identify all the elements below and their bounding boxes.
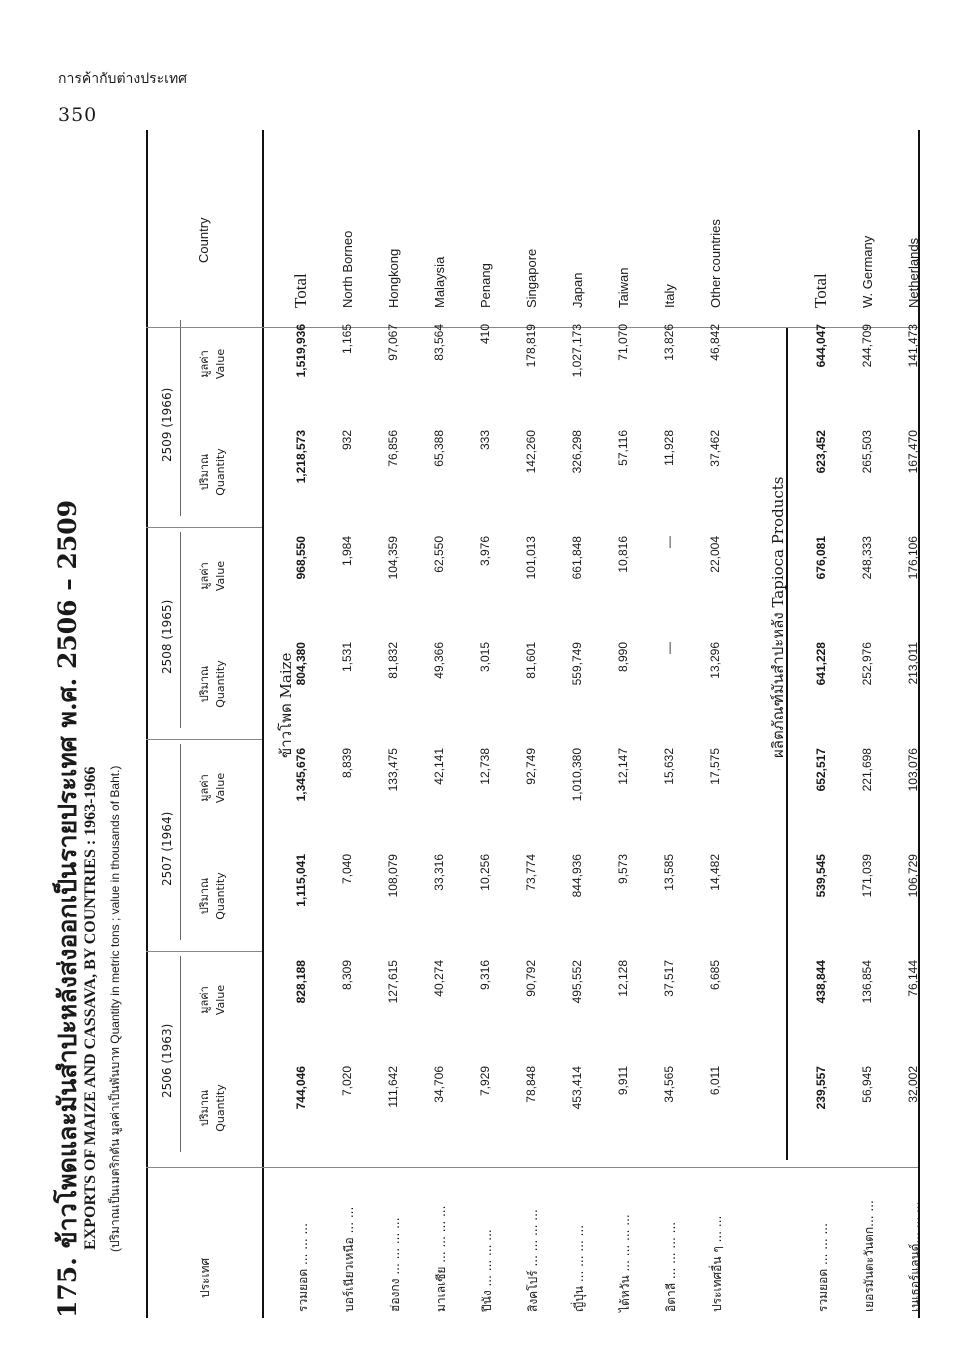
value-header-en: Value (214, 560, 227, 592)
row-country: Total (811, 273, 830, 308)
table-cell: 90,792 (524, 960, 538, 997)
table-cell: 142,260 (524, 430, 538, 474)
row-label-thai: สิงคโปร์ ... ... ... ... (526, 1209, 540, 1312)
year-header: 2507 (1964) (160, 811, 174, 886)
table-cell: 410 (478, 324, 492, 345)
table-cell: 1,010,380 (570, 748, 584, 802)
table-cell: 178,819 (524, 324, 538, 368)
table-rule (786, 328, 788, 1160)
row-country: Penang (478, 263, 493, 308)
row-country: Netherlands (906, 237, 921, 308)
row-label-thai: อิตาลี ... ... ... ... (664, 1221, 678, 1312)
table-cell: 623,452 (814, 430, 828, 474)
table-cell: 744,046 (294, 1066, 308, 1110)
table-cell: 244,709 (860, 324, 874, 368)
table-subtitle: (ปริมาณเป็นเมตริกตัน มูลค่าเป็นพันบาท Quantity in metric tons ; value in thousands of Baht.) (108, 765, 122, 1252)
row-country: Other countries (708, 219, 723, 308)
table-titles (40, 130, 140, 1318)
table-cell: 167,470 (906, 430, 920, 474)
table-cell: 33,316 (432, 854, 446, 891)
table-cell: 46,842 (708, 324, 722, 361)
exports-table (146, 130, 920, 1318)
table-cell: 12,738 (478, 748, 492, 785)
row-label-thai: ปีนัง ... ... ... ... (480, 1229, 494, 1312)
year-header: 2508 (1965) (160, 599, 174, 674)
table-cell: 15,632 (662, 748, 676, 785)
table-cell: 81,832 (386, 642, 400, 679)
value-header-thai: มูลค่า (198, 350, 211, 378)
table-cell: 81,601 (524, 642, 538, 679)
table-cell: 1,027,173 (570, 324, 584, 378)
table-cell: 1,165 (340, 324, 354, 355)
value-header-en: Value (214, 348, 227, 380)
table-cell: 676,081 (814, 536, 828, 580)
table-cell: 7,929 (478, 1066, 492, 1097)
table-cell: 539,545 (814, 854, 828, 898)
table-cell: 13,585 (662, 854, 676, 891)
table-cell: 8,309 (340, 960, 354, 991)
quantity-header-en: Quantity (214, 872, 227, 920)
table-cell: 12,128 (616, 960, 630, 997)
table-cell: 32,002 (906, 1066, 920, 1103)
row-country: Taiwan (616, 267, 631, 308)
value-header-en: Value (214, 772, 227, 804)
table-cell: 7,020 (340, 1066, 354, 1097)
row-label-thai: ญี่ปุ่น ... ... ... ... (572, 1224, 586, 1312)
table-cell: 92,749 (524, 748, 538, 785)
value-header-thai: มูลค่า (198, 774, 211, 802)
table-cell: 804,380 (294, 642, 308, 686)
table-rule (180, 320, 181, 516)
column-header-country: Country (196, 217, 211, 263)
row-label-thai: รวมยอด ... ... ... (296, 1223, 310, 1312)
table-cell: 495,552 (570, 960, 584, 1004)
table-cell: 239,557 (814, 1066, 828, 1110)
table-cell: 42,141 (432, 748, 446, 785)
table-cell: 136,854 (860, 960, 874, 1004)
table-cell: 453,414 (570, 1066, 584, 1110)
row-country: W. Germany (860, 235, 875, 308)
table-cell: 1,218,573 (294, 430, 308, 484)
table-cell: 652,517 (814, 748, 828, 792)
column-header-thai: ประเทศ (198, 1257, 212, 1298)
table-cell: 252,976 (860, 642, 874, 686)
table-rule (146, 130, 148, 1318)
page-category: การค้ากับต่างประเทศ (58, 71, 188, 87)
table-cell: 62,550 (432, 536, 446, 573)
table-cell: 248,333 (860, 536, 874, 580)
row-label-thai: รวมยอด ... ... ... (816, 1223, 830, 1312)
table-cell: 37,517 (662, 960, 676, 997)
table-cell: 78,848 (524, 1066, 538, 1103)
table-cell: 438,844 (814, 960, 828, 1004)
table-cell: 7,040 (340, 854, 354, 885)
row-label-thai: ประเทศอื่น ๆ ... ... (710, 1215, 724, 1312)
table-cell: 11,928 (662, 430, 676, 466)
table-cell: 13,296 (708, 642, 722, 679)
row-label-thai: มาเลเซีย ... ... ... ... (434, 1205, 448, 1312)
page-number: 350 (58, 104, 98, 126)
column-rule (146, 739, 262, 740)
table-rule (262, 130, 264, 1318)
rotated-table-page (40, 130, 920, 1318)
table-cell: 1,519,936 (294, 324, 308, 378)
table-cell: 22,004 (708, 536, 722, 573)
table-cell: 9,911 (616, 1066, 630, 1096)
table-cell: 176,106 (906, 536, 920, 580)
table-cell: 828,188 (294, 960, 308, 1004)
table-cell: 133,475 (386, 748, 400, 792)
quantity-header-thai: ปริมาณ (198, 665, 211, 703)
year-header: 2506 (1963) (160, 1023, 174, 1098)
table-cell: 8,990 (616, 642, 630, 673)
table-cell: 104,359 (386, 536, 400, 580)
table-cell: 8,839 (340, 748, 354, 779)
row-label-thai: บอร์เนียวเหนือ ... ... (342, 1206, 356, 1312)
value-header-en: Value (214, 984, 227, 1016)
table-cell: 641,228 (814, 642, 828, 686)
row-country: North Borneo (340, 230, 355, 308)
table-cell: 661,848 (570, 536, 584, 580)
section-title: ผลิตภัณฑ์มันสำปะหลัง Tapioca Products (769, 476, 787, 758)
table-cell: 13,826 (662, 324, 676, 361)
table-cell: 10,816 (616, 536, 630, 573)
table-cell: 3,976 (478, 536, 492, 567)
value-header-thai: มูลค่า (198, 562, 211, 590)
quantity-header-thai: ปริมาณ (198, 1089, 211, 1127)
table-cell: 14,482 (708, 854, 722, 891)
table-rule (918, 130, 920, 1318)
table-cell: 221,698 (860, 748, 874, 792)
table-cell: 73,774 (524, 854, 538, 891)
table-cell: 34,565 (662, 1066, 676, 1103)
column-rule (146, 951, 262, 952)
table-cell: 127,615 (386, 960, 400, 1004)
table-cell: 34,706 (432, 1066, 446, 1103)
table-cell: 40,274 (432, 960, 446, 997)
row-country: Singapore (524, 248, 539, 308)
row-label-thai: เนเธอร์แลนด์... ... ... (908, 1201, 922, 1312)
table-cell: 844,936 (570, 854, 584, 898)
table-cell: 101,013 (524, 536, 538, 580)
quantity-header-thai: ปริมาณ (198, 453, 211, 491)
column-rule (146, 527, 262, 528)
table-cell: 49,366 (432, 642, 446, 679)
table-cell: 213,011 (906, 642, 920, 685)
table-cell: 97,067 (386, 324, 400, 361)
table-cell: 6,011 (708, 1066, 722, 1096)
table-cell: 644,047 (814, 324, 828, 368)
table-cell: 265,503 (860, 430, 874, 474)
table-cell: 6,685 (708, 960, 722, 991)
table-rule (180, 956, 181, 1152)
table-cell: 559,749 (570, 642, 584, 686)
table-cell: 1,984 (340, 536, 354, 567)
table-cell: 1,115,041 (294, 854, 308, 907)
table-cell: — (662, 536, 676, 548)
table-cell: 141,473 (906, 324, 920, 368)
table-cell: 108,079 (386, 854, 400, 898)
row-label-thai: ฮ่องกง ... ... ... ... (388, 1217, 402, 1312)
table-cell: 103,076 (906, 748, 920, 792)
table-cell: 71,070 (616, 324, 630, 361)
table-cell: 333 (478, 430, 492, 451)
row-country: Total (291, 273, 310, 308)
table-cell: 1,345,676 (294, 748, 308, 802)
table-cell: 3,015 (478, 642, 492, 673)
row-country: Malaysia (432, 256, 447, 308)
table-cell: 9,316 (478, 960, 492, 991)
year-header: 2509 (1966) (160, 387, 174, 462)
quantity-header-thai: ปริมาณ (198, 877, 211, 915)
table-cell: — (662, 642, 676, 654)
table-cell: 56,945 (860, 1066, 874, 1103)
table-cell: 76,856 (386, 430, 400, 467)
table-cell: 37,462 (708, 430, 722, 467)
quantity-header-en: Quantity (214, 1084, 227, 1132)
row-label-thai: ไต้หวัน ... ... ... ... (618, 1214, 632, 1312)
table-cell: 12,147 (616, 748, 630, 785)
value-header-thai: มูลค่า (198, 986, 211, 1014)
quantity-header-en: Quantity (214, 660, 227, 708)
table-cell: 17,575 (708, 748, 722, 785)
table-title-english: EXPORTS OF MAIZE AND CASSAVA, BY COUNTRIES : 1963-1966 (82, 766, 99, 1250)
table-cell: 968,550 (294, 536, 308, 580)
row-country: Japan (570, 272, 585, 308)
table-cell: 326,298 (570, 430, 584, 474)
quantity-header-en: Quantity (214, 448, 227, 496)
table-title-thai: 175. ข้าวโพดและมันสำปะหลังส่งออกเป็นรายประเทศ พ.ศ. 2506 – 2509 (53, 499, 82, 1318)
table-cell: 106,729 (906, 854, 920, 898)
row-label-thai: เยอรมันตะวันตก... ... (862, 1200, 876, 1312)
row-country: Italy (662, 284, 677, 308)
table-cell: 111,642 (386, 1066, 400, 1108)
section-title: ข้าวโพด Maize (277, 652, 295, 758)
table-cell: 65,388 (432, 430, 446, 467)
table-rule (180, 532, 181, 728)
table-cell: 83,564 (432, 324, 446, 361)
table-cell: 171,039 (860, 854, 874, 898)
table-cell: 932 (340, 430, 354, 451)
table-rule (180, 744, 181, 940)
column-rule (146, 1167, 920, 1168)
table-cell: 76,144 (906, 960, 920, 997)
row-country: Hongkong (386, 248, 401, 308)
table-cell: 10,256 (478, 854, 492, 891)
table-cell: 1,531 (340, 642, 354, 673)
table-cell: 9,573 (616, 854, 630, 885)
table-cell: 57,116 (616, 430, 630, 466)
